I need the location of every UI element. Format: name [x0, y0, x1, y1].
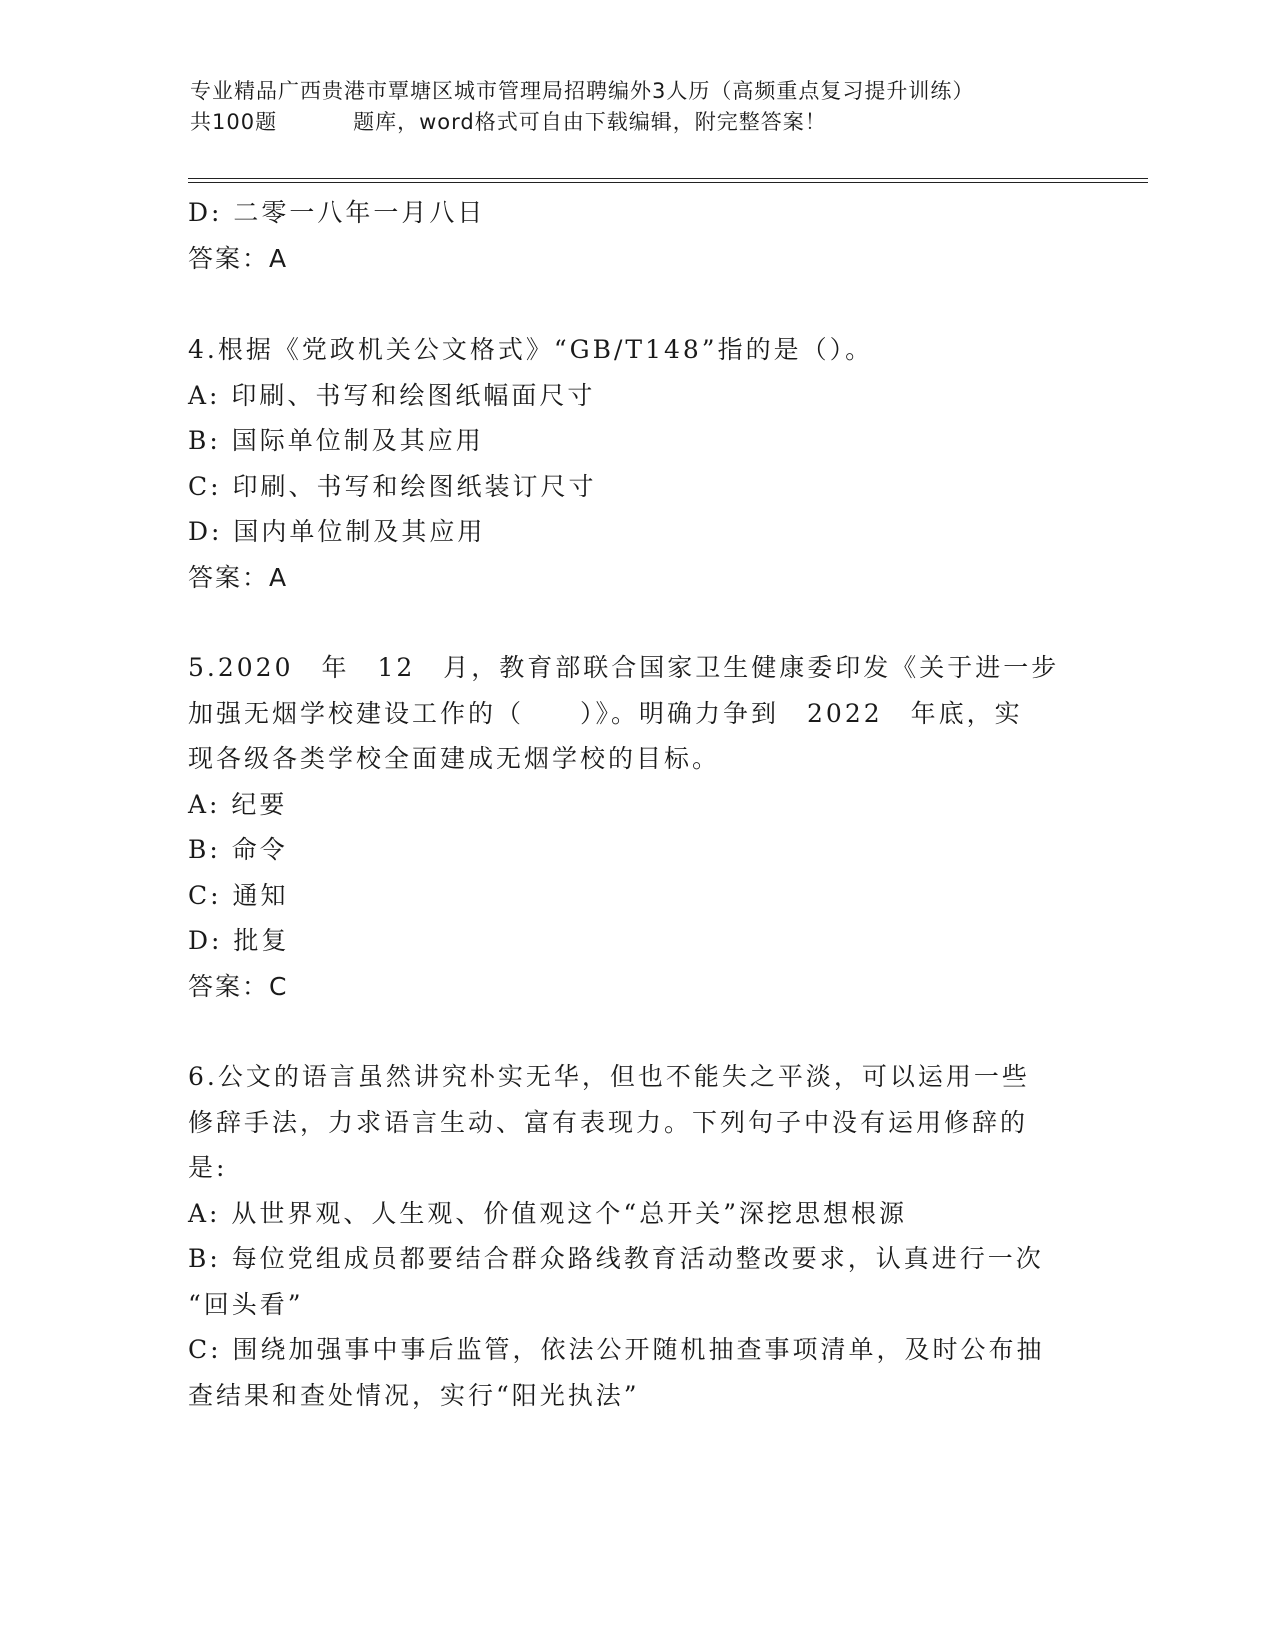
- answer-line: 答案：C: [188, 971, 289, 1001]
- option-c: C: 通知: [188, 880, 289, 910]
- question-6: [188, 1054, 1068, 1418]
- header-description: 题库，word格式可自由下载编辑，附完整答案！: [353, 110, 827, 134]
- question-text: 修辞手法，力求语言生动、富有表现力。下列句子中没有运用修辞的: [188, 1107, 1029, 1137]
- option-a: A: 从世界观、人生观、价值观这个“总开关”深挖思想根源: [188, 1198, 907, 1228]
- option-a: A: 纪要: [188, 789, 288, 819]
- option-d: D: 国内单位制及其应用: [188, 517, 486, 546]
- header-question-count: 共100题: [190, 110, 278, 134]
- option-b: B: 每位党组成员都要结合群众路线教育活动整改要求，认真进行一次: [188, 1244, 1044, 1273]
- option-a: A: 印刷、书写和绘图纸幅面尺寸: [188, 380, 596, 410]
- question-text: 4.根据《党政机关公文格式》“GB/T148”指的是（）。: [188, 335, 874, 364]
- header-divider-top: [188, 178, 1148, 179]
- question-text: 现各级各类学校全面建成无烟学校的目标。: [188, 744, 721, 773]
- option-d: D: 批复: [188, 926, 290, 955]
- question-text: 加强无烟学校建设工作的（ ）》。明确力争到 2022 年底，实: [188, 698, 1023, 728]
- answer-line: 答案：A: [188, 243, 289, 273]
- document-body: [188, 190, 1068, 1463]
- option-c: C: 围绕加强事中事后监管，依法公开随机抽查事项清单，及时公布抽: [188, 1335, 1045, 1364]
- option-b-continued: “回头看”: [188, 1289, 304, 1319]
- question-text: 是:: [188, 1153, 228, 1182]
- option-c-continued: 查结果和查处情况，实行“阳光执法”: [188, 1380, 640, 1410]
- option-b: B: 命令: [188, 835, 288, 864]
- question-text: 5.2020 年 12 月，教育部联合国家卫生健康委印发《关于进一步: [188, 653, 1060, 682]
- option-c: C: 印刷、书写和绘图纸装订尺寸: [188, 471, 597, 501]
- option-d: D: 二零一八年一月八日: [188, 198, 486, 227]
- question-5: [188, 645, 1068, 1009]
- header-subtitle-line: [190, 107, 1090, 138]
- header-title-line: 专业精品广西贵港市覃塘区城市管理局招聘编外3人历（高频重点复习提升训练）: [190, 79, 975, 103]
- document-header: [190, 76, 1090, 138]
- question-4: [188, 327, 1068, 600]
- previous-question-tail: [188, 190, 1068, 281]
- answer-line: 答案：A: [188, 562, 289, 592]
- option-b: B: 国际单位制及其应用: [188, 426, 484, 455]
- header-divider-bottom: [188, 182, 1148, 183]
- question-text: 6.公文的语言虽然讲究朴实无华，但也不能失之平淡，可以运用一些: [188, 1062, 1030, 1091]
